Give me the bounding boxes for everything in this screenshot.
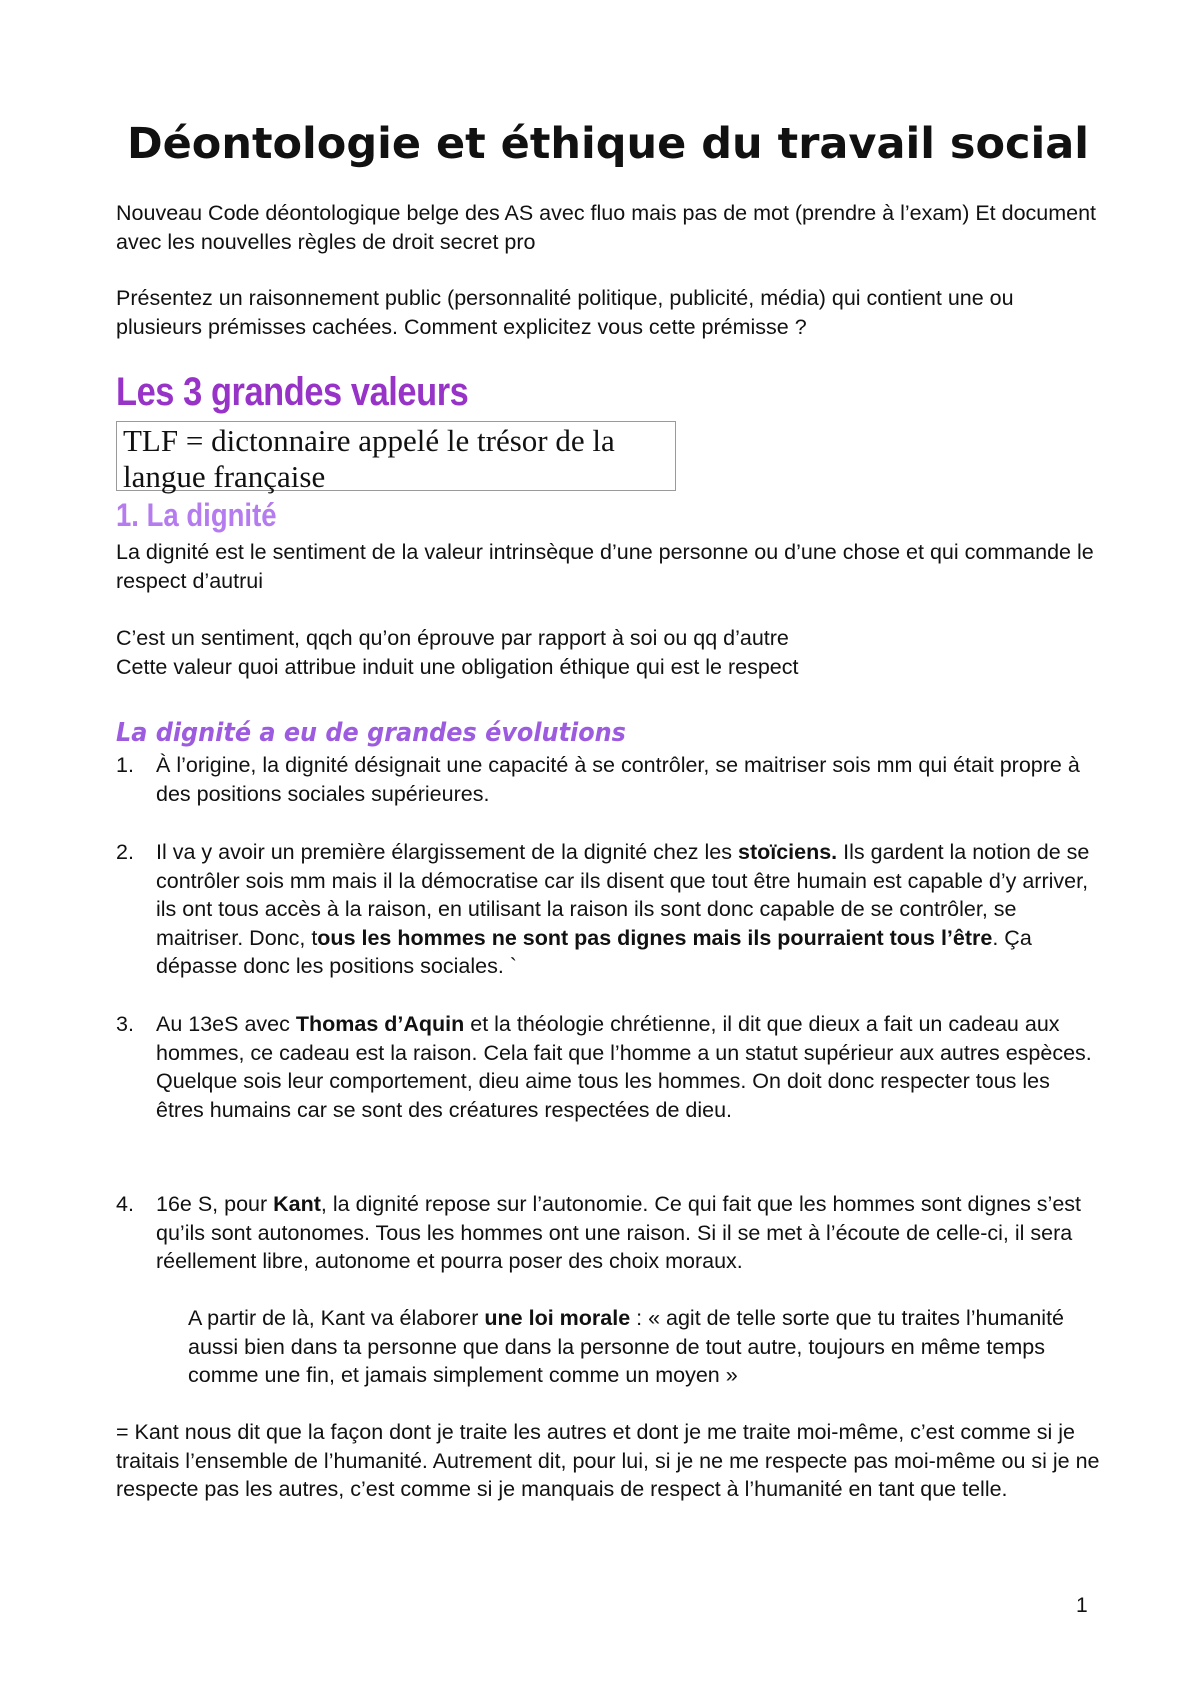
- emphasis-thomas-daquin: Thomas d’Aquin: [295, 1012, 465, 1036]
- list-number: 4.: [116, 1192, 134, 1216]
- assignment-paragraph: Présentez un raisonnement public (personnalité politique, publicité, média) qui contient une ou plusieurs prémisses cachées. Comment explicitez vous cette prémisse ?: [116, 286, 1014, 339]
- dignity-definition: La dignité est le sentiment de la valeur intrinsèque d’une personne ou d’une chose et qui commande le respect d’autrui: [116, 540, 1094, 593]
- kant-quote: A partir de là, Kant va élaborer une loi morale : « agit de telle sorte que tu traites l’humanité aussi bien dans ta personne que dans la personne de tout autre, toujours en même temps comme une fin, et jamais simplement comme un moyen »: [188, 1306, 1065, 1387]
- list-item-text: Au 13eS avec Thomas d’Aquin et la théologie chrétienne, il dit que dieux a fait un cadeau aux hommes, ce cadeau est la raison. Cela fait que l’homme a un statut supérieur aux autres espèces. Quelque sois leur comportement, dieu aime tous les hommes. On doit donc respecter tous les êtres humains car se sont des créatures respectées de dieu.: [156, 1012, 1092, 1122]
- list-item: [116, 751, 1100, 808]
- dignity-explanation: [116, 624, 1100, 681]
- list-item-text: Il va y avoir un première élargissement de la dignité chez les stoïciens. Ils gardent la notion de se contrôler sois mm mais il la démocratise car ils disent que tout être humain est capable d’y arriver, ils ont tous accès à la raison, en utilisant la raison ils sont donc capable de se contrôler, se maitriser. Donc, tous les hommes ne sont pas dignes mais ils pourraient tous l’être. Ça dépasse donc les positions sociales. `: [156, 840, 1090, 978]
- list-item-text: À l’origine, la dignité désignait une capacité à se contrôler, se maitriser sois mm qui était propre à des positions sociales supérieures.: [156, 753, 1080, 806]
- page-number: 1: [1076, 1594, 1088, 1617]
- intro-paragraph: Nouveau Code déontologique belge des AS avec fluo mais pas de mot (prendre à l’exam) Et document avec les nouvelles règles de droit secret pro: [116, 201, 1097, 254]
- list-item: [116, 1190, 1100, 1276]
- list-number: 2.: [116, 840, 134, 864]
- list-number: 1.: [116, 753, 134, 777]
- section-heading: Les 3 grandes valeurs: [116, 370, 469, 414]
- document-title: Déontologie et éthique du travail social: [126, 119, 1090, 169]
- dignity-explanation-line: Cette valeur quoi attribue induit une obligation éthique qui est le respect: [116, 654, 799, 679]
- list-item: [116, 1010, 1100, 1124]
- emphasis-stoiciens: stoïciens.: [737, 840, 838, 864]
- list-number: 3.: [116, 1012, 134, 1036]
- emphasis-loi-morale: une loi morale: [484, 1306, 631, 1330]
- emphasis-kant: Kant: [273, 1192, 321, 1216]
- conclusion-paragraph: = Kant nous dit que la façon dont je traite les autres et dont je me traite moi-même, c’est comme si je traitais l’ensemble de l’humanité. Autrement dit, pour lui, si je ne me respecte pas moi-même ou si je ne respecte pas les autres, c’est comme si je manquais de respect à l’humanité en tant que telle.: [116, 1420, 1100, 1501]
- list-item: [116, 838, 1100, 981]
- tlf-definition-box: TLF = dictonnaire appelé le trésor de la langue française: [116, 421, 676, 491]
- dignity-explanation-line: C’est un sentiment, qqch qu’on éprouve par rapport à soi ou qq d’autre: [116, 626, 789, 650]
- evolution-heading: La dignité a eu de grandes évolutions: [116, 718, 626, 748]
- list-item-text: 16e S, pour Kant, la dignité repose sur l’autonomie. Ce qui fait que les hommes sont dignes s’est qu’ils sont autonomes. Tous les hommes ont une raison. Si il se met à l’écoute de celle-ci, il sera réellement libre, autonome et pourra poser des choix moraux.: [156, 1192, 1082, 1273]
- subsection-heading: 1. La dignité: [116, 497, 277, 533]
- emphasis-dignity-claim: ous les hommes ne sont pas dignes mais ils pourraient tous l’être: [317, 925, 993, 950]
